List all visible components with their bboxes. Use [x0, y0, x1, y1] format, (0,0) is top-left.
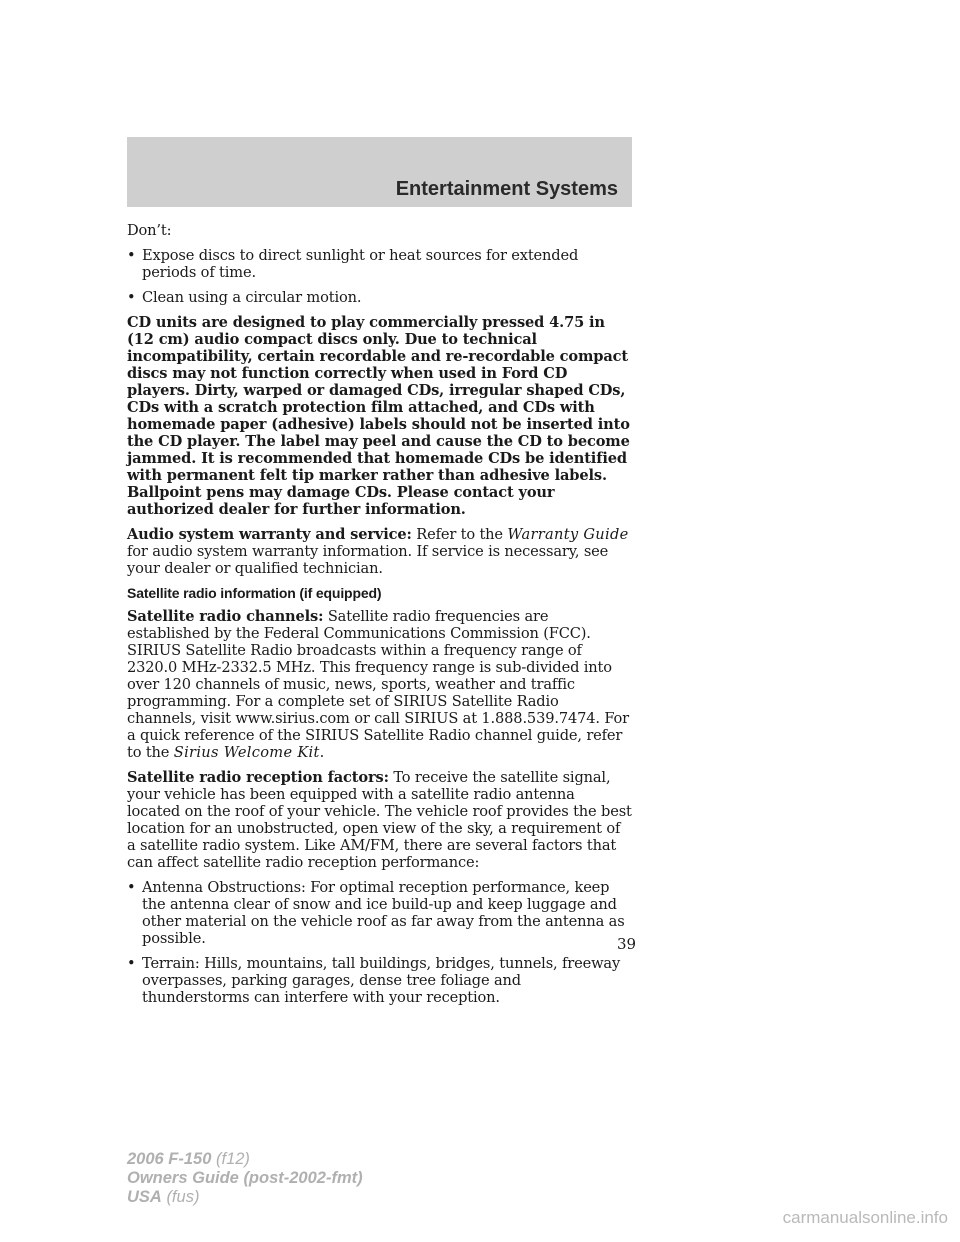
- list-item: [127, 955, 632, 1006]
- bullet-icon: •: [127, 289, 136, 306]
- channels-end: .: [319, 744, 325, 761]
- list-item-text: Clean using a circular motion.: [142, 289, 362, 306]
- reception-factors-paragraph: [127, 769, 632, 871]
- bullet-icon: •: [127, 879, 136, 896]
- list-item-text: Expose discs to direct sunlight or heat sources for extended periods of time.: [142, 247, 579, 281]
- site-watermark: carmanualsonline.info: [782, 1208, 948, 1227]
- list-item: [127, 289, 632, 306]
- footer-market-code: (fus): [166, 1188, 200, 1206]
- warranty-post: for audio system warranty information. If service is necessary, see your dealer or qualified technician.: [127, 543, 609, 577]
- bullet-icon: •: [127, 247, 136, 264]
- page-number: 39: [617, 935, 637, 953]
- list-item: [127, 247, 632, 281]
- section-header-band: [127, 137, 632, 207]
- warranty-paragraph: [127, 526, 632, 577]
- footer-model-line: [127, 1150, 363, 1169]
- cd-warning-paragraph: CD units are designed to play commercially pressed 4.75 in (12 cm) audio compact discs only. Due to technical incompatibility, certain recordable and re-recordable compact discs may not function correctly when used in Ford CD players. Dirty, warped or damaged CDs, irregular shaped CDs, CDs with a scratch protection film attached, and CDs with homemade paper (adhesive) labels should not be inserted into the CD player. The label may peel and cause the CD to become jammed. It is recommended that homemade CDs be identified with permanent felt tip marker rather than adhesive labels. Ballpoint pens may damage CDs. Please contact your authorized dealer for further information.: [127, 314, 630, 518]
- reception-text: To receive the satellite signal, your vehicle has been equipped with a satellite radio antenna located on the roof of your vehicle. The vehicle roof provides the best location for an unobstructed, open view of the sky, a requirement of a satellite radio system. Like AM/FM, there are several factors that can affect satellite radio reception performance:: [127, 769, 632, 871]
- reception-term: Satellite radio reception factors:: [127, 769, 389, 786]
- footer-guide-line: [127, 1169, 363, 1188]
- list-item-text: Antenna Obstructions: For optimal reception performance, keep the antenna clear of snow and ice build-up and keep luggage and other material on the vehicle roof as far away from the antenna as possible.: [142, 879, 625, 947]
- footer-guide: Owners Guide (post-2002-fmt): [127, 1169, 363, 1187]
- dont-intro: Don’t:: [127, 222, 172, 239]
- channels-term: Satellite radio channels:: [127, 608, 324, 625]
- section-title: Entertainment Systems: [395, 178, 618, 200]
- list-item-text: Terrain: Hills, mountains, tall buildings, bridges, tunnels, freeway overpasses, parking garages, dense tree foliage and thunderstorms can interfere with your reception.: [142, 955, 621, 1006]
- footer-market-line: [127, 1188, 363, 1207]
- warranty-pre: Refer to the: [416, 526, 503, 543]
- footer-market: USA: [127, 1188, 162, 1206]
- warranty-term: Audio system warranty and service:: [127, 526, 412, 543]
- satellite-channels-paragraph: [127, 608, 632, 761]
- footer-model: 2006 F-150: [127, 1150, 212, 1168]
- bullet-icon: •: [127, 955, 136, 972]
- footer-model-code: (f12): [216, 1150, 250, 1168]
- channels-text: Satellite radio frequencies are established by the Federal Communications Commission (FCC). SIRIUS Satellite Radio broadcasts within a frequency range of 2320.0 MHz-2332.5 MHz. This frequency range is sub-divided into over 120 channels of music, news, sports, weather and traffic programming. For a complete set of SIRIUS Satellite Radio channels, visit www.sirius.com or call SIRIUS at 1.888.539.7474. For a quick reference of the SIRIUS Satellite Radio channel guide, refer to the: [127, 608, 629, 761]
- page-content: [127, 222, 632, 1014]
- document-footer: [127, 1150, 363, 1207]
- list-item: [127, 879, 632, 947]
- satellite-section-heading: Satellite radio information (if equipped): [127, 585, 382, 601]
- welcome-kit-reference: Sirius Welcome Kit: [173, 744, 320, 761]
- warranty-guide-reference: Warranty Guide: [507, 526, 629, 543]
